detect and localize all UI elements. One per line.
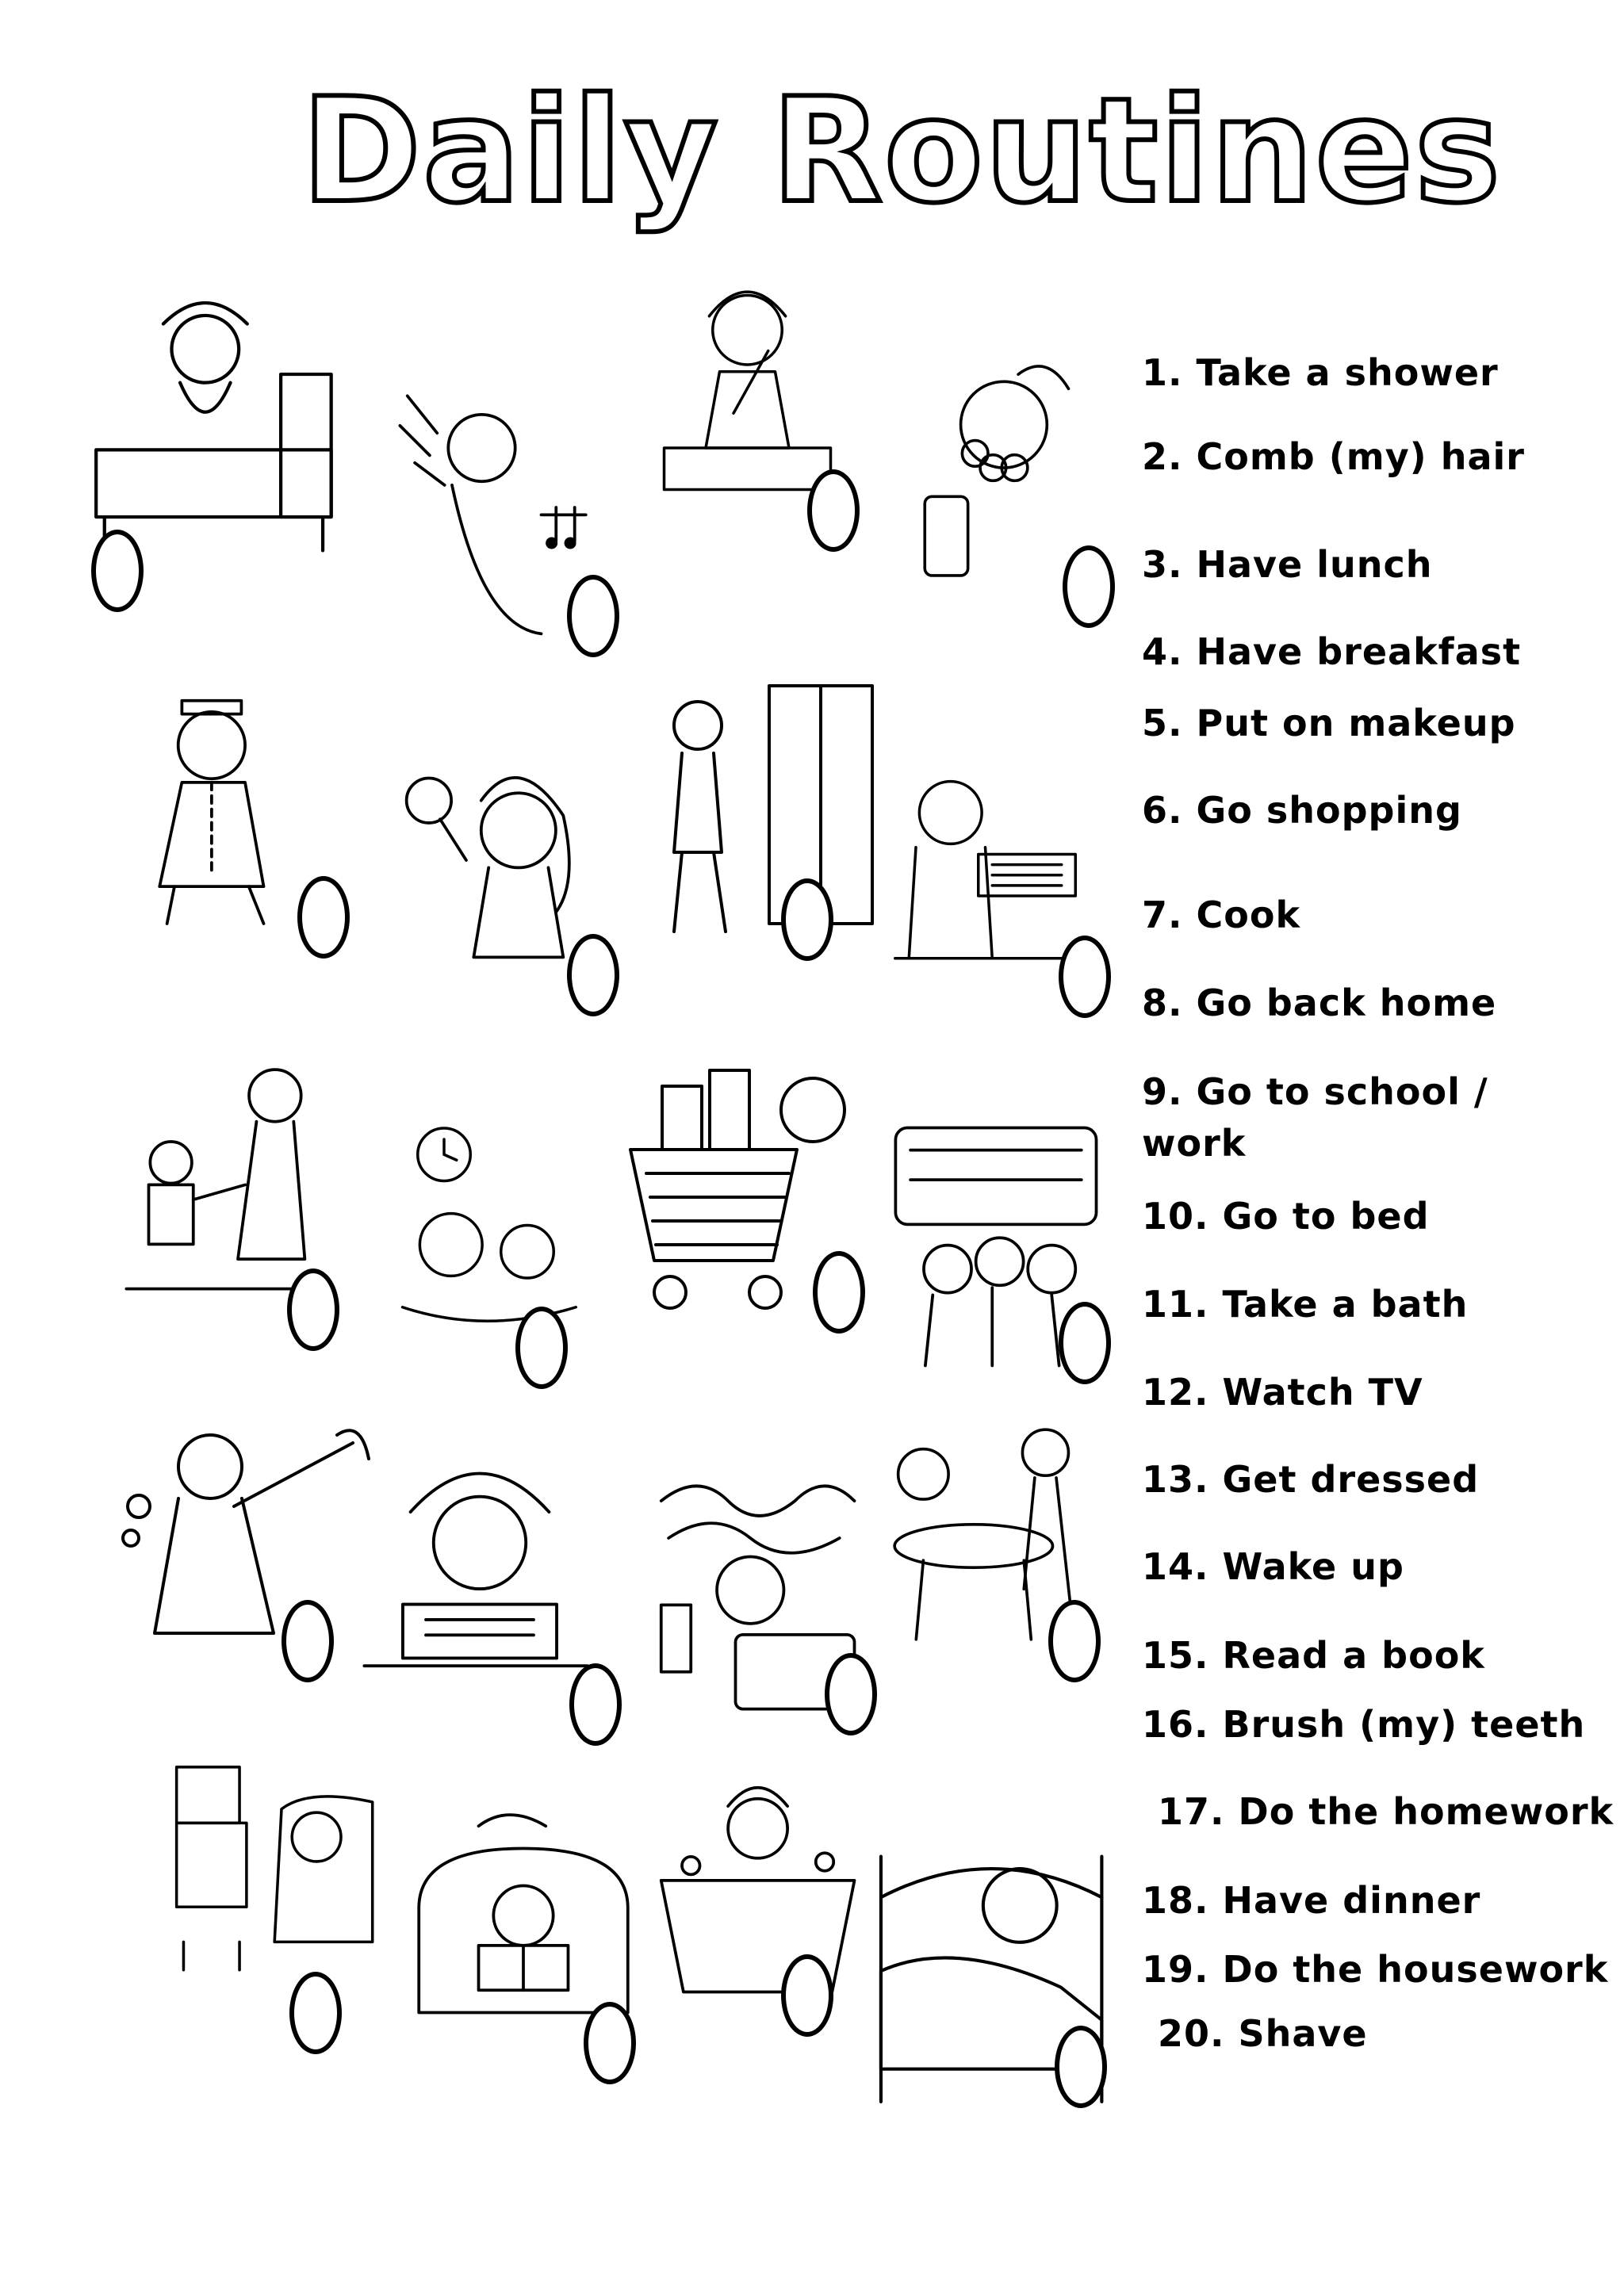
answer-oval[interactable]	[91, 530, 144, 612]
phrase-item	[1142, 1066, 1488, 1117]
phrase-text: Brush (my) teeth	[1222, 1703, 1586, 1746]
phrase-text: Take a bath	[1222, 1283, 1469, 1326]
take-bath-illustration-icon	[646, 1776, 884, 2030]
phrase-number: 15.	[1142, 1634, 1209, 1677]
phrase-item	[1142, 431, 1525, 482]
answer-oval[interactable]	[1063, 545, 1115, 628]
answer-oval[interactable]	[1059, 936, 1111, 1018]
page-title: Daily Routines	[301, 67, 1503, 235]
phrase-item	[1142, 978, 1496, 1028]
answer-oval[interactable]	[781, 1954, 833, 2037]
phrase-item	[1142, 347, 1499, 398]
answer-oval[interactable]	[807, 469, 860, 552]
phrase-text: Have dinner	[1222, 1879, 1481, 1922]
answer-oval[interactable]	[813, 1251, 865, 1334]
phrase-number: 8.	[1142, 982, 1183, 1024]
answer-oval[interactable]	[515, 1307, 568, 1389]
phrase-text: Go back home	[1196, 982, 1497, 1024]
phrase-text: Take a shower	[1196, 351, 1499, 394]
answer-oval[interactable]	[567, 575, 619, 657]
phrase-item	[1158, 2008, 1368, 2059]
answer-oval[interactable]	[1059, 1302, 1111, 1384]
phrase-item	[1142, 785, 1462, 836]
phrase-item	[1142, 1454, 1479, 1505]
phrase-text: Shave	[1238, 2012, 1368, 2055]
phrase-item	[1142, 1279, 1468, 1330]
phrase-text: Cook	[1196, 894, 1301, 936]
phrase-text: Put on makeup	[1196, 702, 1516, 744]
phrase-text: Have lunch	[1196, 543, 1433, 586]
phrase-number: 9.	[1142, 1070, 1183, 1113]
phrase-number: 1.	[1142, 351, 1183, 394]
answer-oval[interactable]	[289, 1972, 342, 2054]
phrase-number: 18.	[1142, 1879, 1209, 1922]
phrase-text: Read a book	[1222, 1634, 1485, 1677]
phrase-number: 17.	[1158, 1790, 1225, 1833]
phrase-item	[1142, 1699, 1585, 1750]
answer-oval[interactable]	[282, 1600, 334, 1682]
answer-oval[interactable]	[1055, 2026, 1107, 2108]
phrase-number: 16.	[1142, 1703, 1209, 1746]
phrase-number: 7.	[1142, 894, 1183, 936]
answer-oval[interactable]	[825, 1653, 877, 1735]
answer-oval[interactable]	[569, 1663, 622, 1746]
phrase-number: 6.	[1142, 789, 1183, 832]
get-dressed-illustration-icon	[622, 678, 884, 947]
phrase-item	[1142, 1367, 1423, 1418]
phrase-item	[1142, 698, 1516, 748]
phrase-number: 10.	[1142, 1195, 1209, 1238]
phrase-number: 20.	[1158, 2012, 1225, 2055]
phrase-item	[1142, 1191, 1430, 1242]
answer-oval[interactable]	[297, 876, 350, 959]
phrase-item	[1142, 1944, 1608, 1995]
phrase-text: Get dressed	[1222, 1458, 1480, 1501]
phrase-number: 4.	[1142, 630, 1183, 673]
answer-oval[interactable]	[567, 934, 619, 1016]
phrase-item	[1142, 626, 1521, 677]
phrase-text: Do the homework	[1238, 1790, 1614, 1833]
phrase-number: 5.	[1142, 702, 1183, 744]
phrase-item	[1142, 890, 1300, 940]
phrase-number: 13.	[1142, 1458, 1209, 1501]
answer-oval[interactable]	[781, 878, 833, 961]
phrase-item	[1142, 1875, 1480, 1926]
phrase-item	[1142, 539, 1433, 590]
phrase-item	[1158, 1786, 1614, 1837]
phrase-text: Go shopping	[1196, 789, 1462, 832]
phrase-number: 14.	[1142, 1545, 1209, 1588]
phrase-item-continuation	[1142, 1118, 1246, 1169]
phrase-text: Go to bed	[1222, 1195, 1430, 1238]
answer-oval[interactable]	[584, 2002, 636, 2084]
wake-up-illustration-icon	[87, 274, 357, 559]
do-homework-illustration-icon	[349, 1435, 611, 1697]
phrase-text: Wake up	[1222, 1545, 1404, 1588]
phrase-number: 19.	[1142, 1948, 1209, 1991]
have-lunch-illustration-icon	[389, 1126, 611, 1364]
phrase-number: 2.	[1142, 435, 1183, 478]
phrase-number: 3.	[1142, 543, 1183, 586]
phrase-text: Comb (my) hair	[1196, 435, 1525, 478]
phrase-text: work	[1142, 1122, 1247, 1165]
phrase-number: 11.	[1142, 1283, 1209, 1326]
phrase-number: 12.	[1142, 1371, 1209, 1414]
phrase-text: Go to school /	[1196, 1070, 1488, 1113]
answer-oval[interactable]	[1048, 1600, 1101, 1682]
phrase-text: Do the housework	[1222, 1948, 1609, 1991]
answer-oval[interactable]	[287, 1269, 339, 1351]
phrase-item	[1142, 1541, 1404, 1592]
phrase-item	[1142, 1630, 1485, 1681]
phrase-text: Have breakfast	[1196, 630, 1522, 673]
watch-tv-illustration-icon	[147, 1760, 416, 1998]
phrase-text: Watch TV	[1222, 1371, 1423, 1414]
